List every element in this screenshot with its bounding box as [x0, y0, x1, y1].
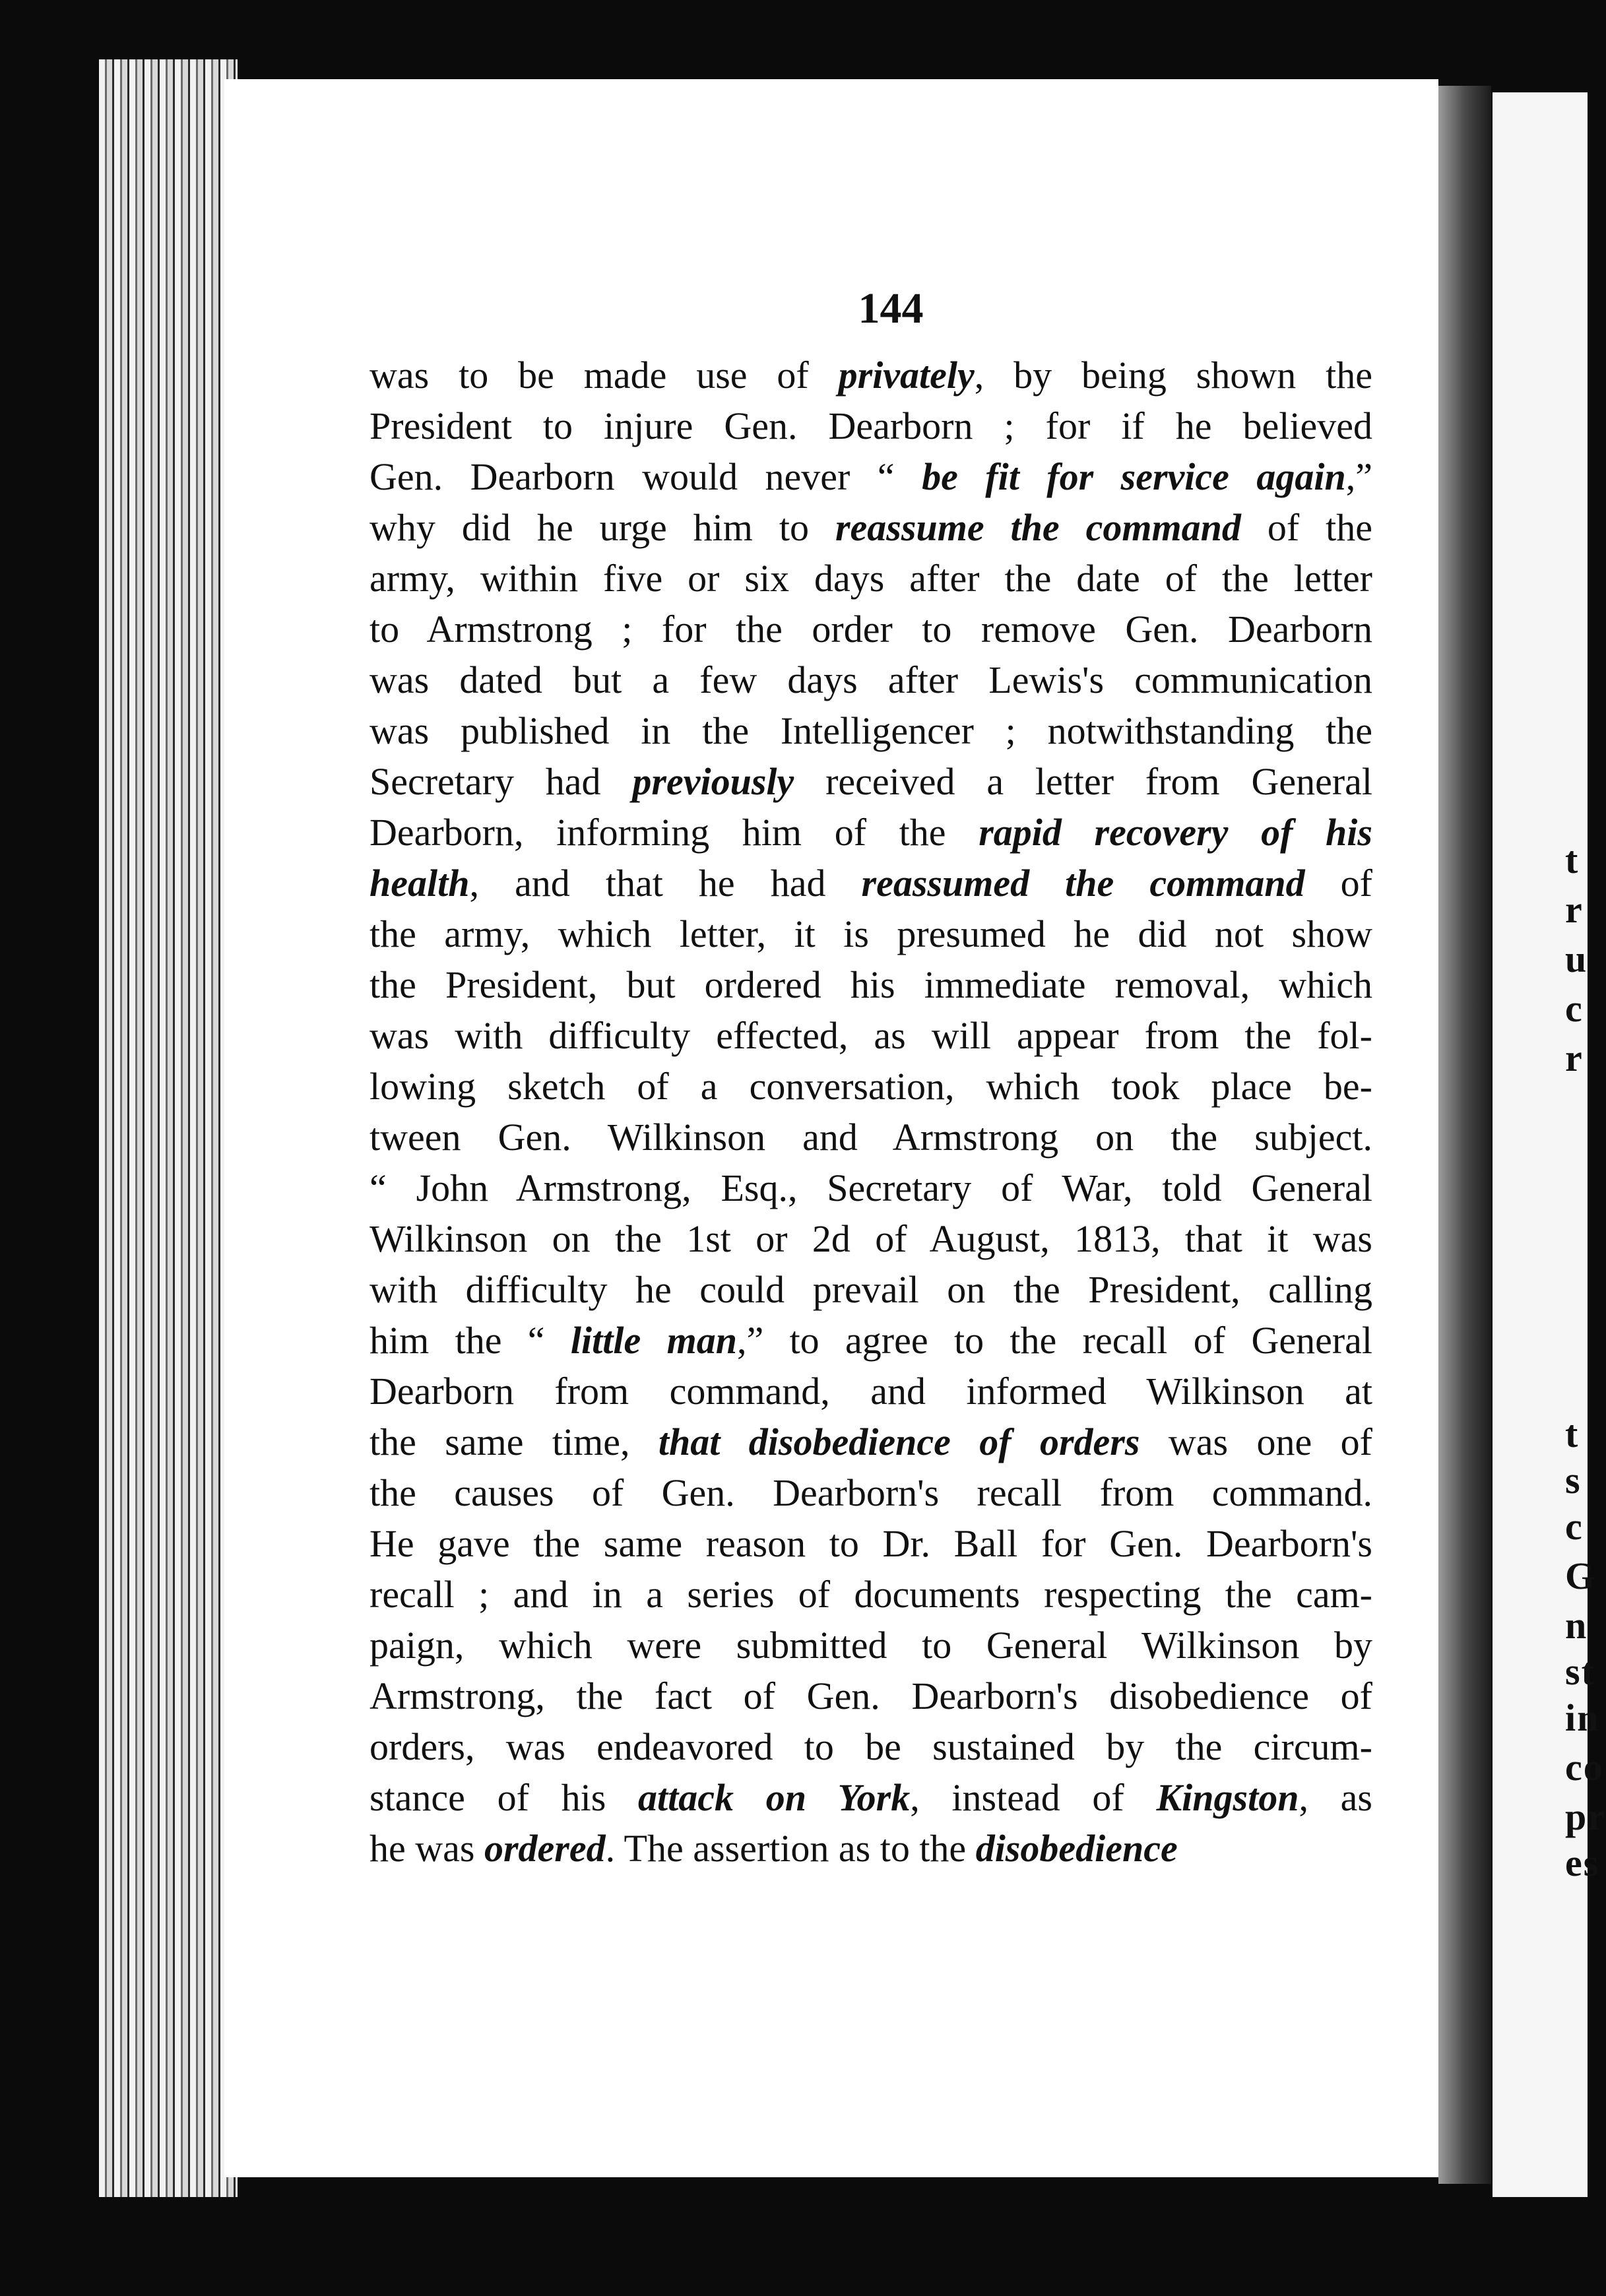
text-line-content	[369, 654, 1372, 705]
facing-page-fragment: n	[1565, 1604, 1588, 1647]
plain-text: President to injure Gen. Dearborn ; for if he believed	[369, 404, 1372, 447]
text-line-content	[369, 858, 1372, 909]
plain-text: , and that he had	[469, 862, 862, 905]
text-line-content	[369, 756, 1372, 807]
text-line-content	[369, 807, 1372, 858]
plain-text: Gen. Dearborn would never “	[369, 455, 922, 498]
plain-text: recall ; and in a series of documents respecting the cam-	[369, 1573, 1372, 1616]
plain-text: Dearborn from command, and informed Wilkinson at	[369, 1370, 1372, 1413]
text-line-content	[369, 1620, 1372, 1671]
facing-page-fragment: st	[1565, 1650, 1595, 1693]
text-line	[369, 1620, 1372, 1671]
plain-text: Dearborn, informing him of the	[369, 811, 979, 854]
text-line-content	[369, 1061, 1372, 1112]
text-line	[369, 1163, 1372, 1213]
text-line	[369, 1467, 1372, 1518]
plain-text: Wilkinson on the 1st or 2d of August, 1813, that it was	[369, 1217, 1372, 1260]
text-line	[369, 654, 1372, 705]
text-line-content	[369, 400, 1372, 451]
plain-text: of	[1304, 862, 1372, 905]
facing-page-fragment: t	[1565, 1413, 1580, 1455]
emphasis-text: be fit for service again	[922, 455, 1346, 498]
text-line-content	[369, 350, 1372, 400]
plain-text: was to be made use of	[369, 354, 839, 397]
text-line	[369, 959, 1372, 1010]
plain-text: Secretary had	[369, 760, 633, 803]
text-line-content	[369, 1315, 1372, 1366]
plain-text: . The assertion as to the	[605, 1827, 976, 1870]
text-line-content	[369, 1671, 1372, 1721]
text-line	[369, 1315, 1372, 1366]
facing-page-fragment: t	[1565, 839, 1580, 881]
text-line	[369, 807, 1372, 858]
plain-text: stance of his	[369, 1776, 639, 1819]
text-line-content	[369, 1163, 1372, 1213]
text-line-content	[369, 1366, 1372, 1417]
plain-text: him the “	[369, 1319, 571, 1362]
plain-text: the army, which letter, it is presumed he did not show	[369, 912, 1372, 955]
plain-text: army, within five or six days after the date of the letter	[369, 557, 1372, 600]
text-line	[369, 1112, 1372, 1163]
emphasis-text: health	[369, 862, 470, 905]
plain-text: paign, which were submitted to General Wilkinson by	[369, 1624, 1372, 1667]
text-line-content	[369, 1569, 1372, 1620]
plain-text: tween Gen. Wilkinson and Armstrong on the subject.	[369, 1116, 1372, 1159]
plain-text: with difficulty he could prevail on the President, calling	[369, 1268, 1372, 1311]
text-line	[369, 1417, 1372, 1467]
book-gutter	[1438, 86, 1491, 2184]
facing-page-fragment: co	[1565, 1746, 1604, 1789]
plain-text: was one of	[1140, 1420, 1372, 1463]
text-line-content	[369, 1010, 1372, 1061]
plain-text: orders, was endeavored to be sustained by the circum-	[369, 1725, 1372, 1768]
emphasis-text: disobedience	[975, 1827, 1178, 1870]
plain-text: the President, but ordered his immediate removal, which	[369, 963, 1372, 1006]
plain-text: ,” to agree to the recall of General	[736, 1319, 1372, 1362]
plain-text: , as	[1299, 1776, 1372, 1819]
page-number: 144	[858, 284, 924, 333]
text-line-content	[369, 1264, 1372, 1315]
plain-text: was published in the Intelligencer ; notwithstanding the	[369, 709, 1372, 752]
text-line	[369, 1518, 1372, 1569]
text-line	[369, 502, 1372, 553]
emphasis-text: privately	[838, 354, 975, 397]
text-line	[369, 909, 1372, 959]
emphasis-text: reassumed the command	[861, 862, 1305, 905]
emphasis-text: attack on York	[638, 1776, 911, 1819]
text-line	[369, 1061, 1372, 1112]
text-line	[369, 1823, 1372, 1874]
plain-text: , by being shown the	[974, 354, 1373, 397]
emphasis-text: ordered	[484, 1827, 606, 1870]
text-line	[369, 705, 1372, 756]
facing-page-fragment: es	[1565, 1841, 1600, 1884]
plain-text: lowing sketch of a conversation, which took place be-	[369, 1065, 1372, 1108]
facing-page-fragment: G	[1565, 1554, 1597, 1597]
plain-text: was with difficulty effected, as will appear from the fol-	[369, 1014, 1372, 1057]
facing-page-fragment: in	[1565, 1696, 1600, 1739]
text-line	[369, 1213, 1372, 1264]
emphasis-text: Kingston	[1156, 1776, 1299, 1819]
page-edges	[99, 59, 238, 2197]
emphasis-text: previously	[632, 760, 794, 803]
plain-text: was dated but a few days after Lewis's communication	[369, 658, 1372, 701]
emphasis-text: that disobedience of orders	[658, 1420, 1140, 1463]
plain-text: the same time,	[369, 1420, 658, 1463]
text-line	[369, 1772, 1372, 1823]
plain-text: why did he urge him to	[369, 506, 835, 549]
text-line	[369, 1671, 1372, 1721]
text-line	[369, 1366, 1372, 1417]
text-line-content	[369, 1417, 1372, 1467]
text-line	[369, 1569, 1372, 1620]
text-line-content	[369, 1467, 1372, 1518]
text-line	[369, 350, 1372, 400]
text-line-content	[369, 1112, 1372, 1163]
text-line	[369, 451, 1372, 502]
text-line-content	[369, 1772, 1372, 1823]
text-line-content	[369, 909, 1372, 959]
text-line	[369, 756, 1372, 807]
text-line	[369, 858, 1372, 909]
plain-text: , instead of	[910, 1776, 1157, 1819]
text-line-content	[369, 553, 1372, 604]
plain-text: he was	[369, 1827, 484, 1870]
text-line-content	[369, 604, 1372, 654]
plain-text: received a letter from General	[794, 760, 1372, 803]
plain-text: the causes of Gen. Dearborn's recall from command.	[369, 1471, 1372, 1514]
plain-text: He gave the same reason to Dr. Ball for Gen. Dearborn's	[369, 1522, 1372, 1565]
text-line-content	[369, 705, 1372, 756]
text-line-content	[369, 1721, 1372, 1772]
emphasis-text: reassume the command	[835, 506, 1241, 549]
text-line	[369, 604, 1372, 654]
text-line-content	[369, 959, 1372, 1010]
text-line-content	[369, 1823, 1178, 1874]
facing-page-fragment: pr	[1565, 1795, 1606, 1838]
text-line	[369, 553, 1372, 604]
text-line	[369, 400, 1372, 451]
text-line-content	[369, 1213, 1372, 1264]
text-line-content	[369, 451, 1372, 502]
text-line	[369, 1721, 1372, 1772]
emphasis-text: rapid recovery of his	[979, 811, 1372, 854]
text-line-content	[369, 1518, 1372, 1569]
facing-page-fragment: r	[1565, 1036, 1584, 1079]
facing-page-fragment: u	[1565, 938, 1588, 980]
plain-text: ,”	[1345, 455, 1372, 498]
facing-page-fragment: c	[1565, 987, 1584, 1030]
plain-text: Armstrong, the fact of Gen. Dearborn's disobedience of	[369, 1674, 1372, 1717]
text-line	[369, 1264, 1372, 1315]
emphasis-text: little man	[570, 1319, 737, 1362]
text-line-content	[369, 502, 1372, 553]
plain-text: “ John Armstrong, Esq., Secretary of War, told General	[369, 1166, 1372, 1209]
plain-text: to Armstrong ; for the order to remove Gen. Dearborn	[369, 608, 1372, 651]
text-line	[369, 1010, 1372, 1061]
facing-page-fragment: c	[1565, 1505, 1584, 1548]
facing-page-fragment: r	[1565, 888, 1584, 931]
facing-page-fragment: s	[1565, 1459, 1582, 1502]
body-text	[369, 350, 1372, 1874]
plain-text: of the	[1240, 506, 1372, 549]
